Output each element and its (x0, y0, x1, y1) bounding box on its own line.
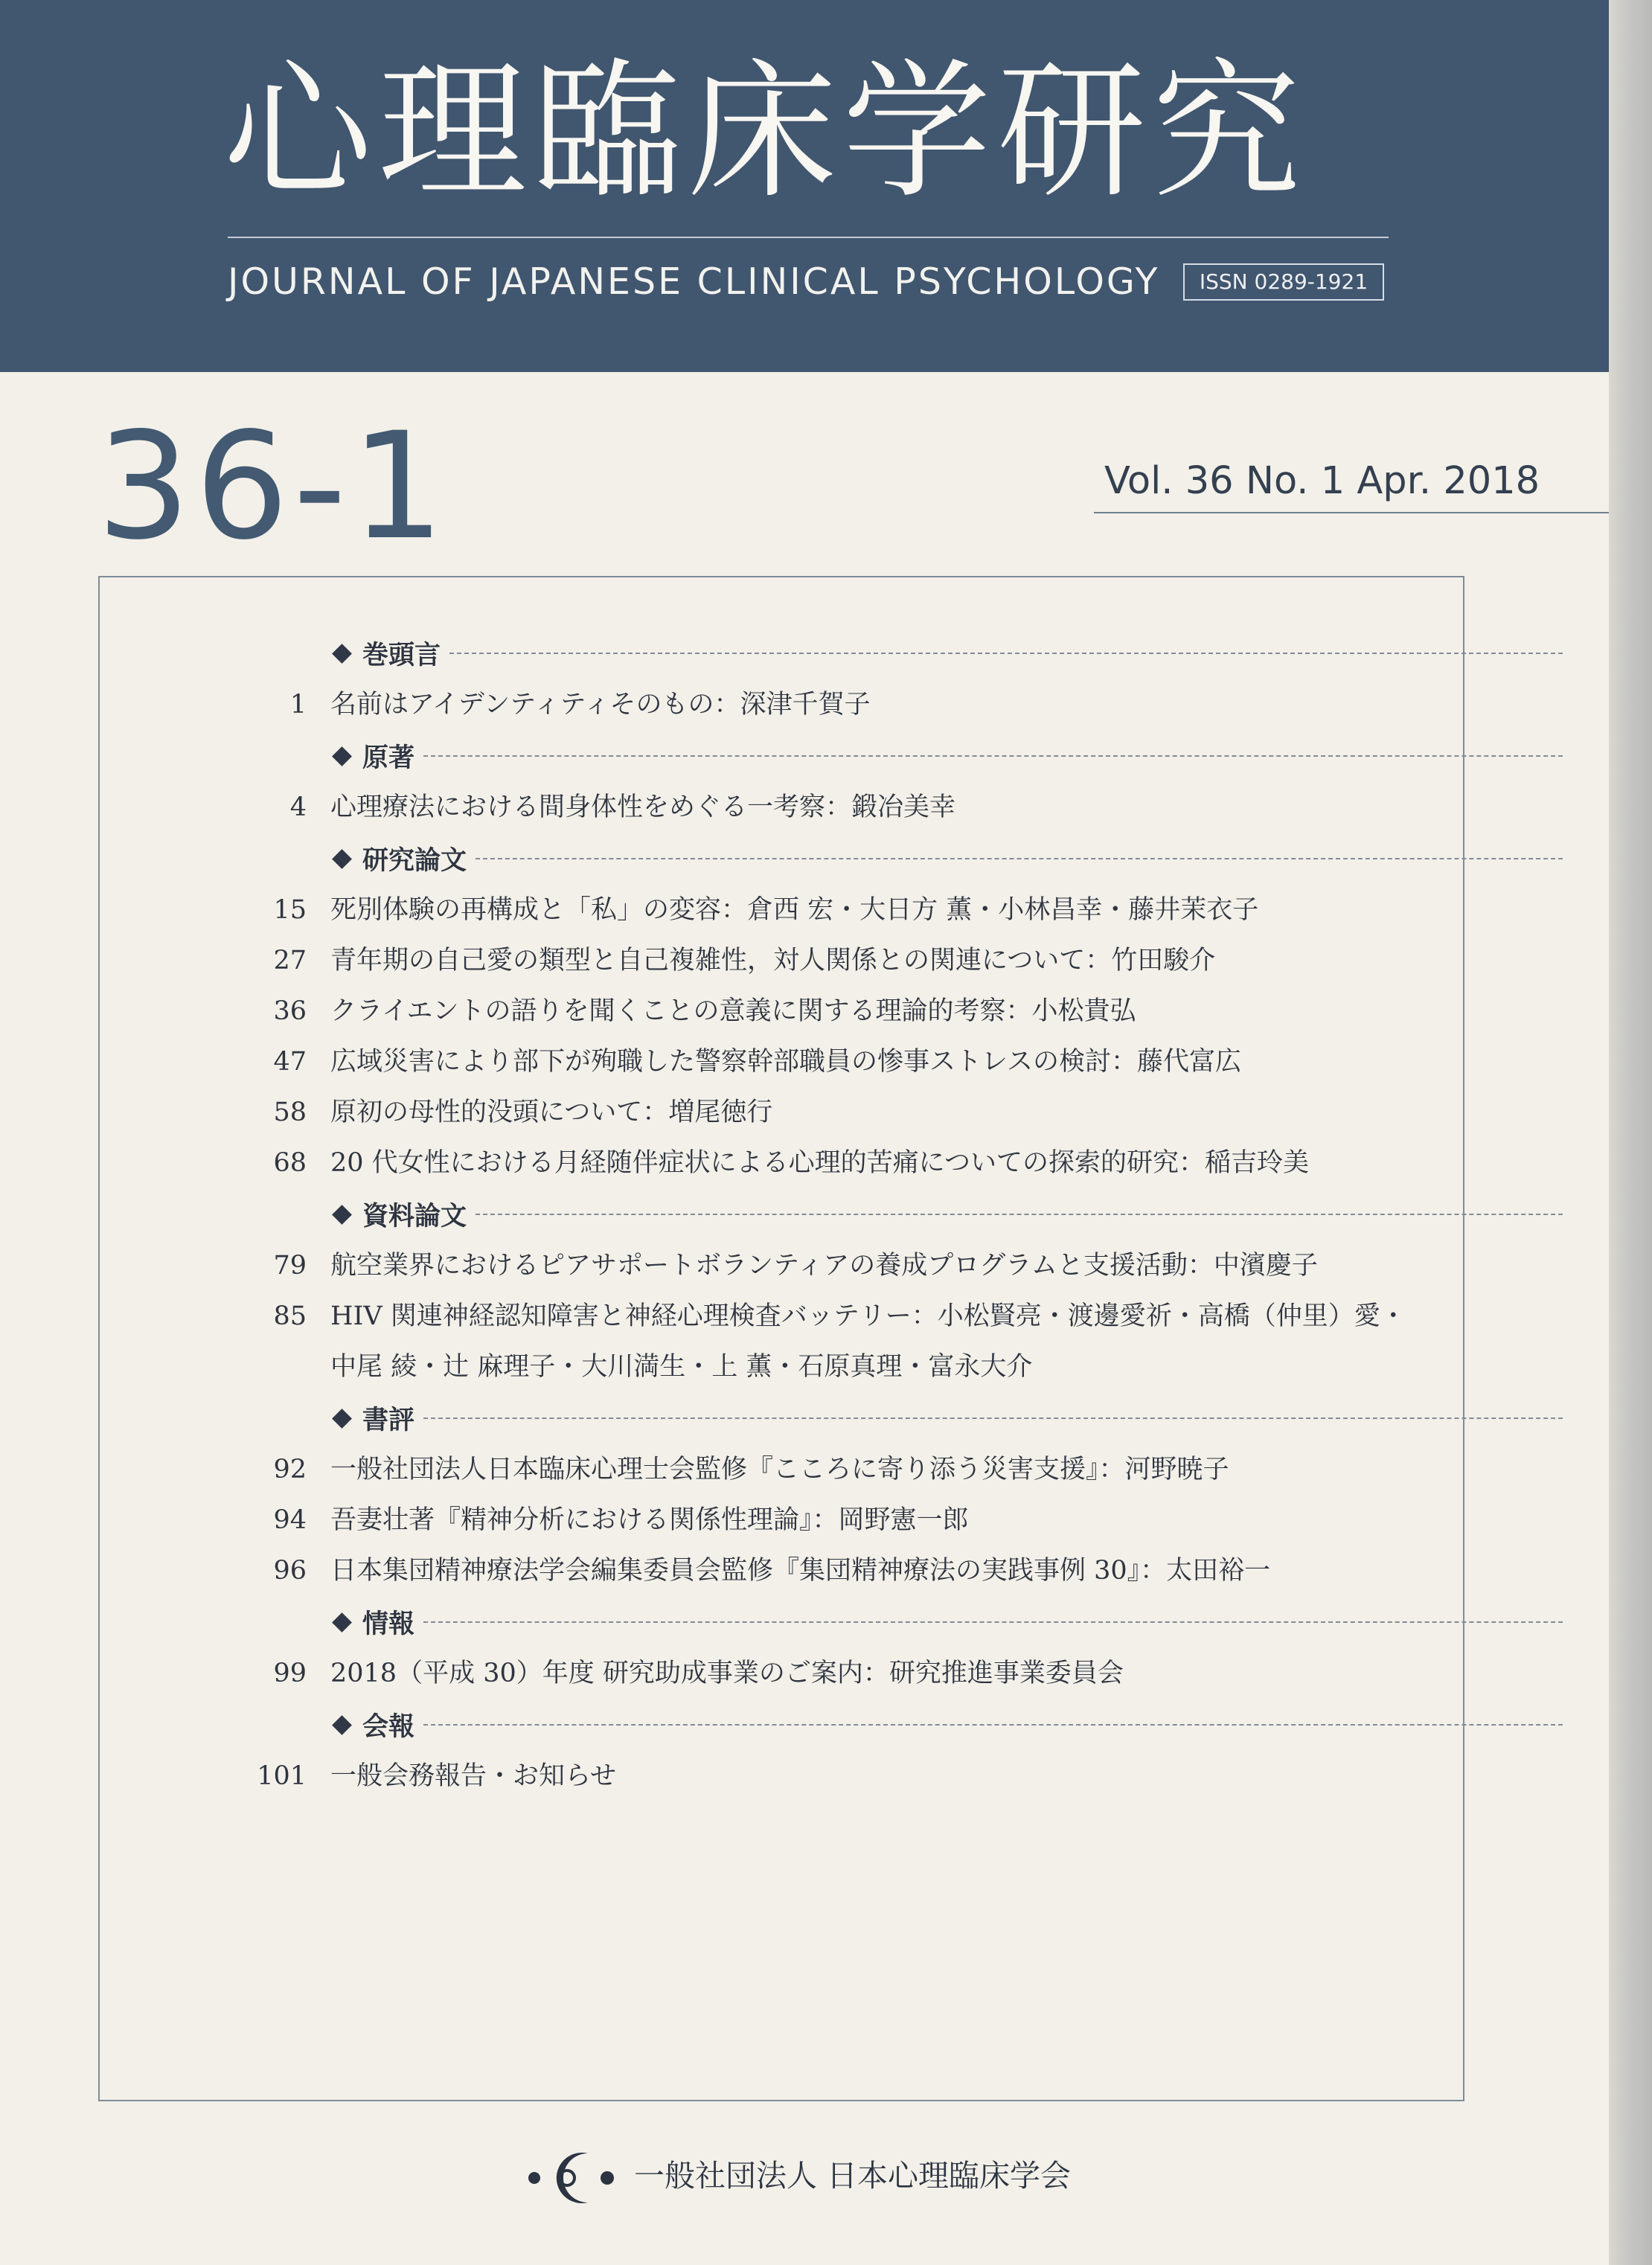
diamond-icon (332, 1612, 352, 1633)
entry-title: 青年期の自己愛の類型と自己複雑性，対人関係との関連について：竹田駿介 (330, 946, 1216, 975)
entry-page: 1 (289, 690, 307, 720)
toc-entry (198, 887, 1560, 933)
entry-title: 名前はアイデンティティそのもの：深津千賀子 (330, 690, 871, 720)
entry-title: 一般社団法人日本臨床心理士会監修『こころに寄り添う災害支援』：河野暁子 (330, 1455, 1229, 1484)
section-heading (330, 735, 1563, 777)
entry-page: 92 (273, 1455, 307, 1484)
entry-page: 79 (273, 1251, 307, 1281)
toc-entry (198, 1447, 1560, 1493)
entry-page: 15 (273, 895, 307, 925)
journal-english-title: JOURNAL OF JAPANESE CLINICAL PSYCHOLOGY (228, 260, 1160, 303)
section-label: 研究論文 (362, 846, 467, 876)
entry-title: 死別体験の再構成と「私」の変容：倉西 宏・大日方 薫・小林昌幸・藤井茉衣子 (330, 895, 1259, 925)
section-heading (330, 632, 1563, 674)
entry-page: 94 (273, 1505, 307, 1535)
dashed-divider (423, 1621, 1563, 1623)
toc-entry (198, 1753, 1560, 1799)
entry-title: クライエントの語りを聞くことの意義に関する理論的考察：小松貴弘 (330, 996, 1136, 1026)
title-banner (0, 0, 1609, 372)
section-label: 原著 (362, 743, 415, 773)
entry-title: 吾妻壮著『精神分析における関係性理論』：岡野憲一郎 (330, 1505, 969, 1535)
diamond-icon (332, 849, 352, 869)
toc-entry (198, 1497, 1560, 1543)
entry-page: 68 (273, 1148, 307, 1178)
entry-page: 36 (273, 996, 307, 1026)
entry-title: 広域災害により部下が殉職した警察幹部職員の惨事ストレスの検討：藤代富広 (330, 1047, 1241, 1077)
section-label: 巻頭言 (362, 641, 441, 670)
toc-entry (198, 1089, 1560, 1135)
entry-title: 2018（平成 30）年度 研究助成事業のご案内：研究推進事業委員会 (330, 1659, 1124, 1688)
toc-entry (198, 938, 1560, 984)
section-label: 会報 (362, 1712, 415, 1742)
entry-page: 96 (273, 1556, 307, 1586)
toc-entry (198, 1039, 1560, 1085)
page-edge (1609, 0, 1652, 2265)
toc-entry (198, 1293, 1560, 1339)
society-logo-icon (524, 2149, 622, 2204)
toc-entry (198, 784, 1560, 830)
section-heading (330, 1194, 1563, 1235)
entry-title: 航空業界におけるピアサポートボランティアの養成プログラムと支援活動：中濱慶子 (330, 1251, 1318, 1281)
entry-title: 日本集団精神療法学会編集委員会監修『集団精神療法の実践事例 30』：太田裕一 (330, 1556, 1271, 1586)
issue-info: Vol. 36 No. 1 Apr. 2018 (1104, 459, 1540, 503)
issue-number: 36-1 (97, 400, 449, 572)
dashed-divider (476, 858, 1563, 859)
entry-page: 27 (273, 946, 307, 975)
entry-page: 47 (273, 1047, 307, 1077)
entry-page: 99 (273, 1659, 307, 1688)
table-of-contents (98, 576, 1464, 2101)
dashed-divider (476, 1214, 1563, 1215)
dashed-divider (423, 1417, 1563, 1419)
diamond-icon (332, 1205, 352, 1225)
toc-entry (198, 1243, 1560, 1289)
diamond-icon (332, 1715, 352, 1735)
toc-entry-continuation (198, 1344, 1560, 1390)
entry-page: 85 (273, 1301, 307, 1331)
society-name: 一般社団法人 日本心理臨床学会 (634, 2158, 1072, 2194)
toc-entry (198, 682, 1560, 728)
toc-entry (198, 1650, 1560, 1697)
issn-badge: ISSN 0289-1921 (1183, 263, 1384, 301)
entry-title: HIV 関連神経認知障害と神経心理検査バッテリー：小松賢亮・渡邊愛祈・高橋（仲里）愛・ (330, 1301, 1406, 1331)
section-heading (330, 1397, 1563, 1439)
entry-page: 4 (289, 792, 307, 822)
banner-divider (228, 237, 1389, 238)
diamond-icon (332, 644, 352, 664)
entry-title: 原初の母性的没頭について：増尾徳行 (330, 1098, 773, 1127)
entry-title: 20 代女性における月経随伴症状による心理的苦痛についての探索的研究：稲吉玲美 (330, 1148, 1309, 1178)
entry-title: 心理療法における間身体性をめぐる一考察：鍛冶美幸 (330, 792, 956, 822)
diamond-icon (332, 746, 352, 766)
section-heading (330, 1601, 1563, 1643)
section-label: 書評 (362, 1406, 415, 1435)
section-label: 資料論文 (362, 1202, 467, 1231)
entry-title: 一般会務報告・お知らせ (330, 1761, 616, 1791)
toc-entry (198, 988, 1560, 1034)
diamond-icon (332, 1409, 352, 1429)
entry-page: 101 (257, 1761, 307, 1791)
issue-info-rule (1094, 512, 1609, 513)
entry-page: 58 (273, 1098, 307, 1127)
dashed-divider (423, 755, 1563, 757)
entry-title: 中尾 綾・辻 麻理子・大川満生・上 薫・石原真理・富永大介 (330, 1352, 1033, 1382)
dashed-divider (449, 653, 1563, 654)
toc-entry (198, 1140, 1560, 1186)
toc-entry (198, 1548, 1560, 1594)
section-heading (330, 838, 1563, 880)
dashed-divider (423, 1724, 1563, 1726)
section-heading (330, 1704, 1563, 1746)
section-label: 情報 (362, 1609, 415, 1639)
journal-title: 心理臨床学研究 (223, 45, 1307, 219)
